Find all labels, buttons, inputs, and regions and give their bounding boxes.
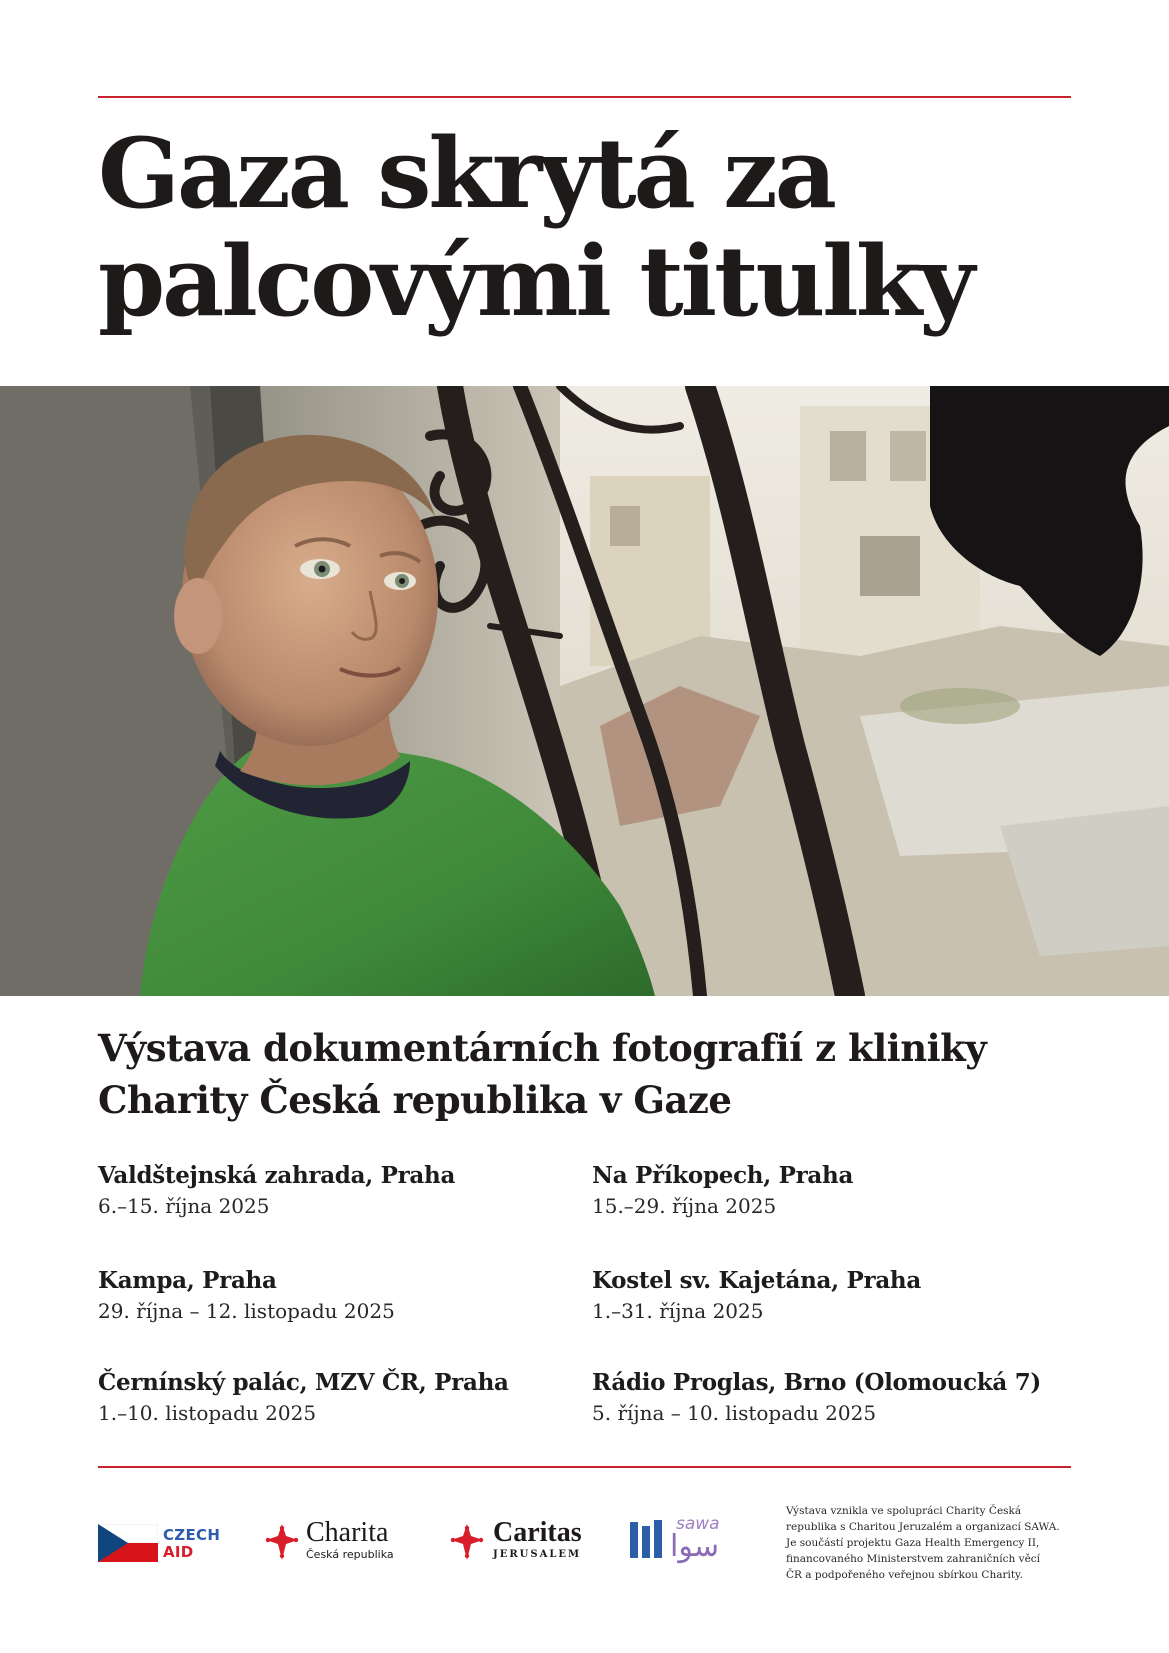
venue-name: Rádio Proglas, Brno (Olomoucká 7)	[592, 1369, 1042, 1396]
venue-date: 1.–31. října 2025	[592, 1299, 764, 1323]
venue-date: 15.–29. října 2025	[592, 1194, 777, 1218]
venue-name: Černínský palác, MZV ČR, Praha	[98, 1369, 509, 1396]
charita-sub: Česká republika	[306, 1548, 394, 1561]
venue-name: Na Příkopech, Praha	[592, 1162, 854, 1189]
credits-line: ČR a podpořeného veřejnou sbírkou Charity.	[786, 1569, 1023, 1581]
caritas-logo	[493, 1518, 582, 1561]
czech-aid-line1: CZECH	[163, 1526, 221, 1544]
bottom-rule	[98, 1466, 1071, 1468]
charita-logo	[306, 1518, 394, 1561]
venue-item	[592, 1265, 1072, 1325]
top-rule	[98, 96, 1071, 98]
caritas-sub: JERUSALEM	[493, 1549, 582, 1560]
charita-name: Charita	[306, 1517, 389, 1548]
hero-photo	[0, 386, 1169, 996]
venue-name: Kampa, Praha	[98, 1267, 277, 1294]
credits-line: Výstava vznikla ve spolupráci Charity Česká	[786, 1505, 1022, 1517]
venue-item	[98, 1367, 578, 1427]
sawa-arabic: سوا	[670, 1529, 719, 1564]
czech-aid-logo	[163, 1527, 220, 1561]
caritas-cross-icon	[447, 1522, 487, 1562]
venue-item	[592, 1367, 1072, 1427]
venue-name: Kostel sv. Kajetána, Praha	[592, 1267, 921, 1294]
sawa-bars-icon	[628, 1518, 668, 1562]
czech-aid-line2: AID	[163, 1543, 194, 1561]
credits-line: financovaného Ministerstvem zahraničních věcí	[786, 1553, 1041, 1565]
sawa-latin: sawa	[676, 1514, 720, 1534]
venue-item	[98, 1265, 578, 1325]
credits-line: Je součástí projektu Gaza Health Emergency II,	[786, 1537, 1040, 1549]
subtitle-line-1: Výstava dokumentárních fotografií z kliniky	[98, 1026, 987, 1070]
venue-name: Valdštejnská zahrada, Praha	[98, 1162, 456, 1189]
exhibition-subtitle	[98, 1022, 1098, 1126]
caritas-name: Caritas	[493, 1517, 582, 1548]
venue-item	[98, 1160, 578, 1220]
subtitle-line-2: Charity Česká republika v Gaze	[98, 1078, 732, 1122]
title-line-2: palcovými titulky	[98, 225, 973, 338]
title-line-1: Gaza skrytá za	[98, 117, 834, 230]
venue-date: 1.–10. listopadu 2025	[98, 1401, 317, 1425]
venue-item	[592, 1160, 1072, 1220]
credits-line: republika s Charitou Jeruzalém a organizací SAWA.	[786, 1521, 1060, 1533]
credits-text	[786, 1503, 1076, 1583]
venue-date: 6.–15. října 2025	[98, 1194, 270, 1218]
charita-cross-icon	[262, 1522, 302, 1562]
poster-title	[98, 117, 1098, 338]
czech-flag-icon	[98, 1524, 158, 1562]
venue-date: 5. října – 10. listopadu 2025	[592, 1401, 877, 1425]
venue-date: 29. října – 12. listopadu 2025	[98, 1299, 395, 1323]
